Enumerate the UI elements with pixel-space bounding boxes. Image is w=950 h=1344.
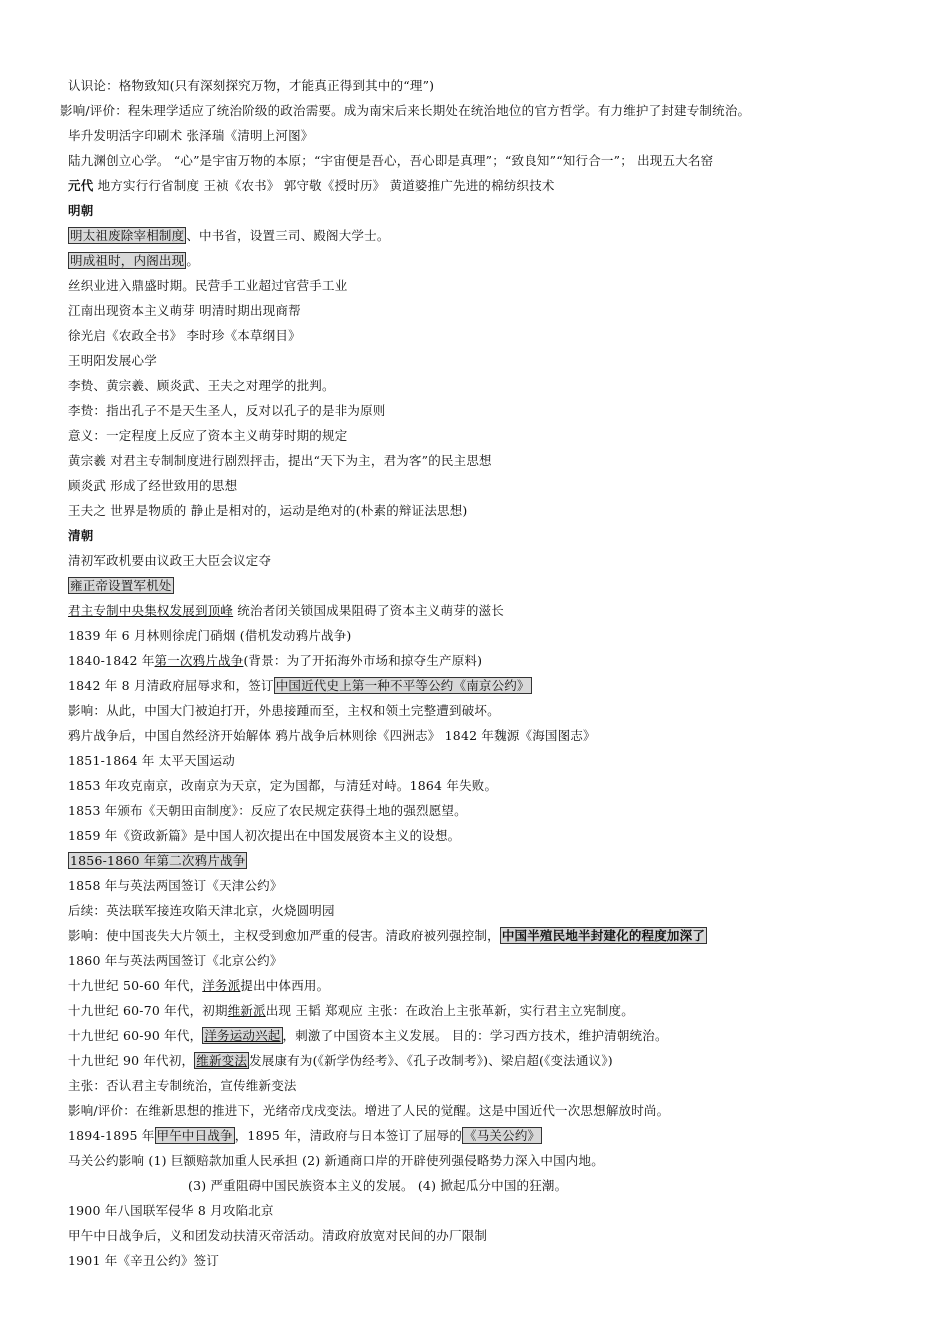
text-line: 王夫之 世界是物质的 静止是相对的，运动是绝对的(朴素的辩证法思想) (68, 503, 468, 518)
text-line: 十九世纪 90 年代初， 维新变法 发展康有为(《新学伪经考》、《孔子改制考》)、梁启超(《变法通议》) (68, 1053, 613, 1068)
text-line: 1839 年 6 月林则徐虎门硝烟 (借机发动鸦片战争) (68, 628, 352, 643)
text-line: 十九世纪 50-60 年代，洋务派提出中体西用。 (68, 978, 330, 993)
highlight: 明太祖废除宰相制度 (70, 228, 185, 243)
text-line: 李贽：指出孔子不是天生圣人，反对以孔子的是非为原则 (68, 403, 386, 418)
text-line: 明成祖时，内阁出现 。 (70, 253, 200, 268)
text-line: 毕升发明活字印刷术 张泽瑞《清明上河图》 (68, 128, 314, 143)
text-line (68, 578, 174, 594)
text-line: 顾炎武 形成了经世致用的思想 (68, 478, 238, 493)
text-line: 元代 地方实行行省制度 王祯《农书》 郭守敬《授时历》 黄道婆推广先进的棉纺织技术 (68, 178, 555, 193)
section-heading: 明朝 (68, 203, 94, 218)
text-line: 马关公约影响 (1) 巨额赔款加重人民承担 (2) 新通商口岸的开辟使列强侵略势力深入中国内地。 (68, 1153, 604, 1168)
text-line: 陆九渊创立心学。 “心”是宇宙万物的本原；“宇宙便是吾心，吾心即是真理”；“致良知”“知行合一”； 出现五大名窑 (68, 153, 714, 168)
text-line: 明太祖废除宰相制度 、中书省，设置三司、殿阁大学士。 (70, 228, 390, 243)
text-line: 1894-1895 年 甲午中日战争 ，1895 年，清政府与日本签订了屈辱的 《马关公约》 (68, 1128, 541, 1143)
text-line: 丝织业进入鼎盛时期。民营手工业超过官营手工业 (68, 278, 348, 293)
text-line: 后续：英法联军接连攻陷天津北京，火烧圆明园 (68, 903, 335, 918)
highlight: 中国近代史上第一种不平等公约《南京公约》 (275, 678, 530, 693)
underlined-text: 洋务派 (202, 978, 241, 993)
text-line: 十九世纪 60-90 年代， 洋务运动兴起 ，刺激了中国资本主义发展。 目的：学习西方技术，维护清朝统治。 (68, 1028, 668, 1043)
highlight: 1856-1860 年第二次鸦片战争 (70, 853, 246, 868)
text-line: 影响：从此，中国大门被迫打开，外患接踵而至，主权和领土完整遭到破坏。 (68, 703, 500, 718)
text-line: 1840-1842 年第一次鸦片战争(背景：为了开拓海外市场和掠夺生产原料) (68, 653, 483, 668)
text-line: 1859 年《资政新篇》是中国人初次提出在中国发展资本主义的设想。 (68, 828, 461, 843)
text-line: 甲午中日战争后，义和团发动扶清灭帝活动。清政府放宽对民间的办厂限制 (68, 1228, 488, 1243)
highlight: 《马关公约》 (464, 1128, 541, 1143)
highlight: 明成祖时，内阁出现 (70, 253, 185, 268)
highlight-bold: 中国半殖民地半封建化的程度加深了 (501, 928, 706, 943)
text-line: 黄宗羲 对君主专制制度进行剧烈抨击，提出“天下为主，君为客”的民主思想 (68, 453, 492, 468)
highlight: 维新变法 (196, 1053, 248, 1068)
text-line: 鸦片战争后，中国自然经济开始解体 鸦片战争后林则徐《四洲志》 1842 年魏源《海国图志》 (68, 728, 596, 743)
text-line: 1860 年与英法两国签订《北京公约》 (68, 953, 283, 968)
underlined-text: 第一次鸦片战争 (154, 653, 244, 668)
text-line: 李贽、黄宗羲、顾炎武、王夫之对理学的批判。 (68, 378, 335, 393)
text-line: 清初军政机要由议政王大臣会议定夺 (68, 553, 272, 568)
text-line: 王明阳发展心学 (68, 353, 157, 368)
section-heading: 清朝 (68, 528, 94, 543)
text-line: 君主专制中央集权发展到顶峰 统治者闭关锁国成果阻碍了资本主义萌芽的滋长 (68, 603, 504, 618)
text-line: 1853 年攻克南京，改南京为天京，定为国都，与清廷对峙。1864 年失败。 (68, 778, 498, 793)
highlight: 雍正帝设置军机处 (70, 578, 172, 593)
text-line: 影响/评价：程朱理学适应了统治阶级的政治需要。成为南宋后来长期处在统治地位的官方哲学。有力维护了封建专制统治。 (60, 103, 751, 118)
text-line (68, 853, 247, 869)
underlined-text: 维新派 (227, 1003, 266, 1018)
text-line: 影响：使中国丧失大片领土，主权受到愈加严重的侵害。清政府被列强控制， 中国半殖民地半封建化的程度加深了 (68, 928, 706, 943)
text-line: 1858 年与英法两国签订《天津公约》 (68, 878, 283, 893)
text-line: (3) 严重阻碍中国民族资本主义的发展。 (4) 掀起瓜分中国的狂潮。 (188, 1178, 568, 1193)
text-line: 徐光启《农政全书》 李时珍《本草纲目》 (68, 328, 301, 343)
text-line: 1851-1864 年 太平天国运动 (68, 753, 235, 768)
underlined-text: 君主专制中央集权发展到顶峰 (68, 603, 234, 618)
text-line: 江南出现资本主义萌芽 明清时期出现商帮 (68, 303, 301, 318)
text-line: 1900 年八国联军侵华 8 月攻陷北京 (68, 1203, 274, 1218)
text-line: 意义：一定程度上反应了资本主义萌芽时期的规定 (68, 428, 348, 443)
text-line: 十九世纪 60-70 年代，初期维新派出现 王韬 郑观应 主张：在政治上主张革新，实行君主立宪制度。 (68, 1003, 634, 1018)
highlight: 甲午中日战争 (156, 1128, 233, 1143)
text-line: 1842 年 8 月清政府屈辱求和，签订 中国近代史上第一种不平等公约《南京公约》 (68, 678, 530, 693)
text-line: 影响/评价：在维新思想的推进下，光绪帝戊戌变法。增进了人民的觉醒。这是中国近代一次思想解放时尚。 (68, 1103, 670, 1118)
section-heading: 元代 (68, 178, 94, 193)
text-line: 1853 年颁布《天朝田亩制度》：反应了农民规定获得土地的强烈愿望。 (68, 803, 467, 818)
text-line: 1901 年《辛丑公约》签订 (68, 1253, 220, 1268)
text-line: 认识论：格物致知(只有深刻探究万物，才能真正得到其中的“理”) (68, 78, 435, 93)
text-line: 主张：否认君主专制统治，宣传维新变法 (68, 1078, 297, 1093)
highlight: 洋务运动兴起 (204, 1028, 281, 1043)
